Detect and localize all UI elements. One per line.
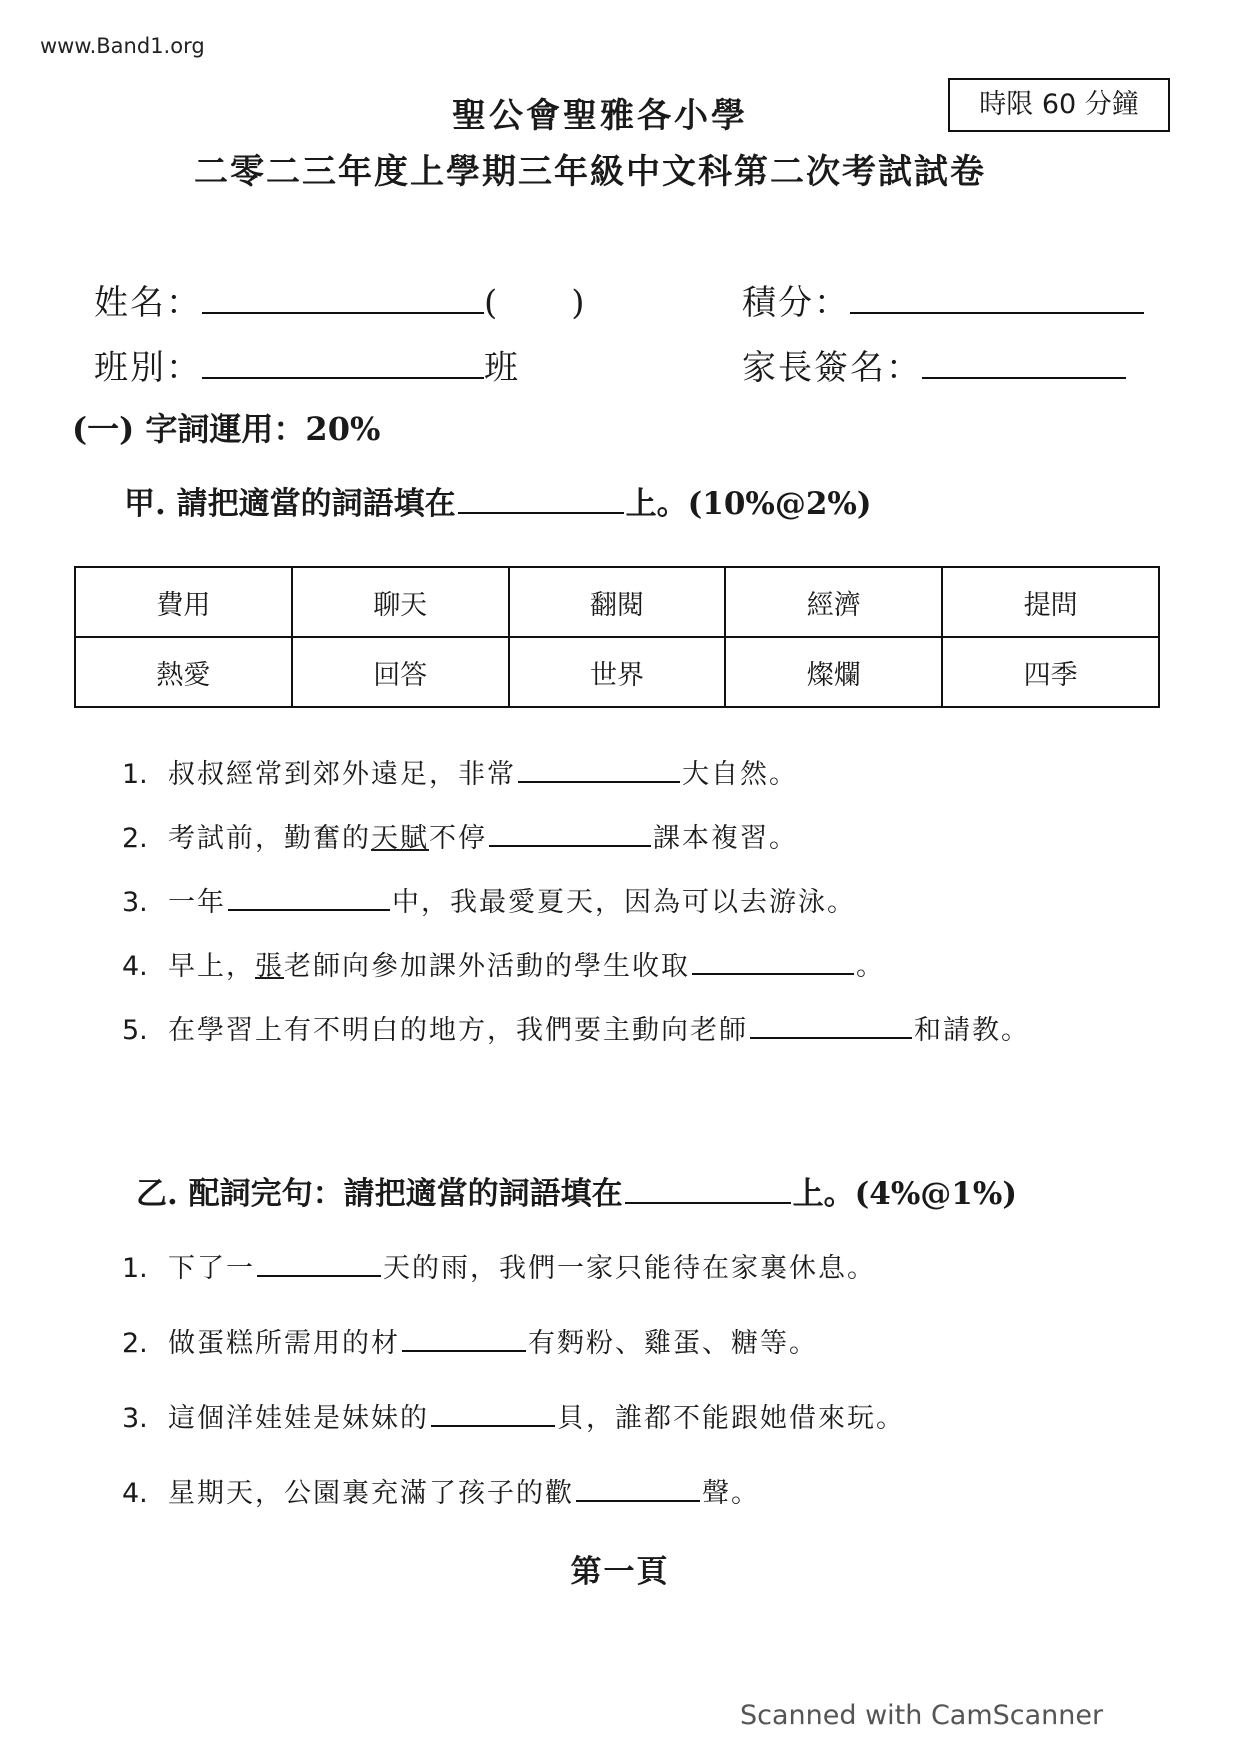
question-text: 不停 [429, 823, 487, 854]
question-text: 做蛋糕所需用的材 [168, 1328, 400, 1359]
word-bank-row [75, 567, 1159, 637]
word-bank-cell: 回答 [292, 637, 509, 707]
time-limit-box: 時限 60 分鐘 [948, 78, 1170, 132]
word-bank-cell: 燦爛 [725, 637, 942, 707]
word-bank-cell: 提問 [942, 567, 1159, 637]
question-text: 在學習上有不明白的地方，我們要主動向老師 [168, 1015, 748, 1046]
question-text: 大自然。 [682, 759, 798, 790]
section1-heading: (一) 字詞運用：20% [72, 410, 381, 448]
name-blank[interactable] [202, 312, 484, 314]
question-text: 下了一 [168, 1253, 255, 1284]
parent-sign-label: 家長簽名： [742, 348, 922, 388]
part-a-heading-marks: 上。(10%@2%) [625, 486, 872, 522]
proper-noun-underlined: 張 [255, 951, 284, 982]
question-number: 3. [122, 887, 148, 918]
score-field [742, 275, 1144, 324]
question-text: 天的雨，我們一家只能待在家裏休息。 [383, 1253, 876, 1284]
parent-sign-field [742, 340, 1126, 389]
question-number: 1. [122, 759, 148, 790]
part-a-question [122, 880, 856, 919]
answer-blank[interactable] [228, 909, 390, 911]
part-a-question [122, 944, 885, 983]
answer-blank[interactable] [402, 1350, 526, 1352]
name-field [94, 275, 587, 324]
answer-blank[interactable] [431, 1425, 555, 1427]
answer-blank[interactable] [692, 973, 854, 975]
part-b-heading-blank [625, 1202, 791, 1204]
question-text: 考試前，勤奮的 [168, 823, 371, 854]
parent-sign-blank[interactable] [922, 377, 1126, 379]
word-bank-cell: 四季 [942, 637, 1159, 707]
question-text: 聲。 [702, 1478, 760, 1509]
part-b-question [122, 1396, 905, 1435]
word-bank-table [74, 566, 1160, 708]
question-number: 4. [122, 951, 148, 982]
part-b-question [122, 1471, 760, 1510]
question-text: 這個洋娃娃是妹妹的 [168, 1403, 429, 1434]
word-bank-row [75, 637, 1159, 707]
question-text: 。 [856, 951, 885, 982]
question-text: 叔叔經常到郊外遠足，非常 [168, 759, 516, 790]
question-text: 中，我最愛夏天，因為可以去游泳。 [392, 887, 856, 918]
bracket-open: ( [484, 283, 500, 323]
question-number: 1. [122, 1253, 148, 1284]
question-text: 和請教。 [914, 1015, 1030, 1046]
score-blank[interactable] [850, 312, 1144, 314]
question-number: 3. [122, 1403, 148, 1434]
question-text: 星期天，公園裏充滿了孩子的歡 [168, 1478, 574, 1509]
word-bank-cell: 世界 [509, 637, 726, 707]
part-b-heading-text: 乙. 配詞完句：請把適當的詞語填在 [136, 1176, 623, 1212]
part-a-question [122, 816, 798, 855]
question-text: 貝，誰都不能跟她借來玩。 [557, 1403, 905, 1434]
question-text: 早上， [168, 951, 255, 982]
class-suffix: 班 [484, 348, 520, 388]
bracket-close: ) [571, 283, 587, 323]
word-bank-cell: 費用 [75, 567, 292, 637]
answer-blank[interactable] [489, 845, 651, 847]
page-number: 第一頁 [570, 1554, 670, 1590]
part-b-heading-marks: 上。(4%@1%) [792, 1176, 1017, 1212]
answer-blank[interactable] [257, 1275, 381, 1277]
answer-blank[interactable] [518, 781, 680, 783]
part-b-heading [136, 1168, 1017, 1213]
question-number: 4. [122, 1478, 148, 1509]
question-number: 5. [122, 1015, 148, 1046]
scanner-watermark: Scanned with CamScanner [740, 1700, 1104, 1731]
part-a-question [122, 1008, 1030, 1047]
question-text: 一年 [168, 887, 226, 918]
word-bank-cell: 熱愛 [75, 637, 292, 707]
question-text: 老師向參加課外活動的學生收取 [284, 951, 690, 982]
class-blank[interactable] [202, 377, 484, 379]
class-field [94, 340, 520, 389]
website-watermark: www.Band1.org [40, 34, 205, 58]
exam-title: 二零二三年度上學期三年級中文科第二次考試試卷 [194, 152, 986, 192]
school-name: 聖公會聖雅各小學 [452, 96, 748, 136]
name-label: 姓名： [94, 283, 202, 323]
answer-blank[interactable] [576, 1500, 700, 1502]
part-a-question [122, 752, 798, 791]
part-a-heading-text: 甲. 請把適當的詞語填在 [124, 486, 456, 522]
question-number: 2. [122, 823, 148, 854]
part-b-question [122, 1246, 876, 1285]
question-text: 有麪粉、雞蛋、糖等。 [528, 1328, 818, 1359]
question-text: 課本複習。 [653, 823, 798, 854]
answer-blank[interactable] [750, 1037, 912, 1039]
class-label: 班別： [94, 348, 202, 388]
proper-noun-underlined: 天賦 [371, 823, 429, 854]
part-b-question [122, 1321, 818, 1360]
part-a-heading [124, 478, 872, 523]
word-bank-cell: 經濟 [725, 567, 942, 637]
word-bank-cell: 翻閱 [509, 567, 726, 637]
word-bank-cell: 聊天 [292, 567, 509, 637]
score-label: 積分： [742, 283, 850, 323]
question-number: 2. [122, 1328, 148, 1359]
part-a-heading-blank [458, 512, 624, 514]
